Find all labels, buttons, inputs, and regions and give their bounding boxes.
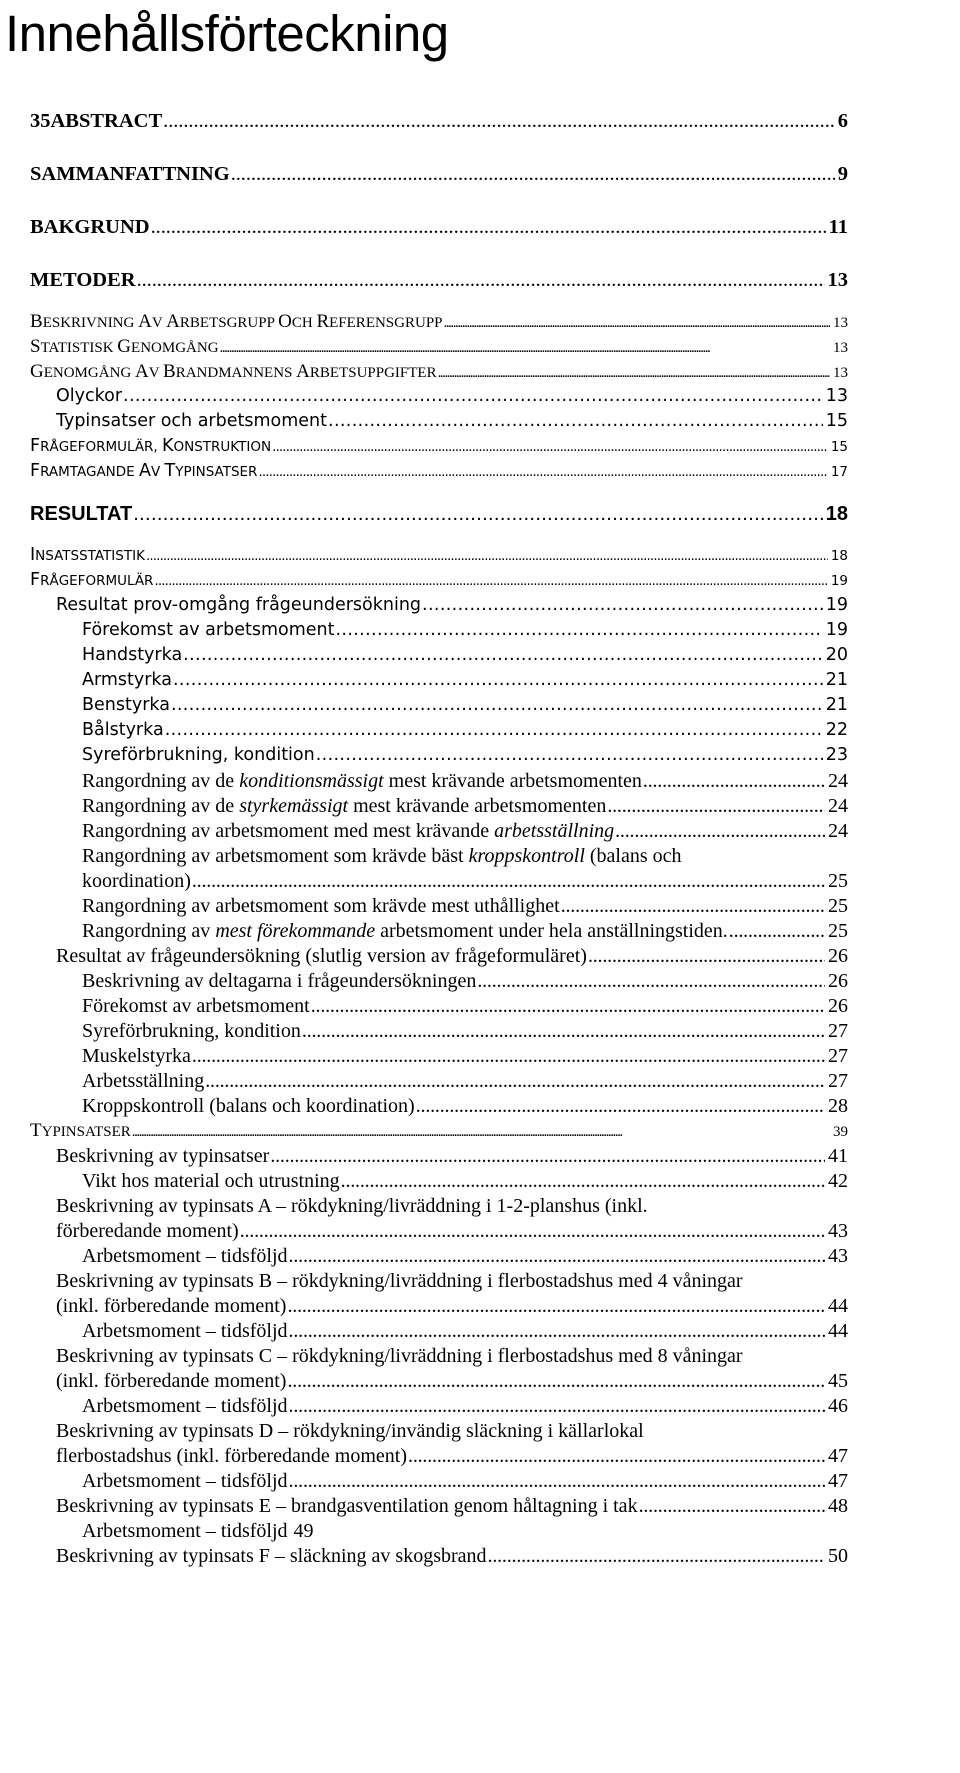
toc-dot-leader xyxy=(335,620,822,640)
toc-page-number: 19 xyxy=(825,595,848,615)
toc-dot-leader xyxy=(289,1470,825,1493)
toc-dot-leader xyxy=(289,1320,825,1343)
toc-page-number: 46 xyxy=(828,1395,848,1417)
toc-dot-leader xyxy=(729,920,825,943)
toc-entry[interactable] xyxy=(30,311,848,333)
toc-entry-title: Resultat prov-omgång frågeundersökning xyxy=(56,595,422,615)
toc-page-number: 22 xyxy=(825,720,848,740)
toc-entry-title: Arbetsmoment – tidsföljd xyxy=(82,1395,288,1417)
toc-dot-leader xyxy=(643,770,825,793)
toc-page-number: 27 xyxy=(828,1045,848,1067)
toc-entry[interactable] xyxy=(56,595,848,615)
toc-entry[interactable] xyxy=(56,945,848,968)
toc-entry-title: METODER xyxy=(30,269,136,291)
toc-entry-title: Arbetsmoment – tidsföljd xyxy=(82,1245,288,1267)
toc-entry-title: SAMMANFATTNING xyxy=(30,163,230,185)
toc-entry-wrapped-line: Beskrivning av typinsats D – rökdykning/invändig släckning i källarlokal xyxy=(56,1420,644,1442)
toc-dot-leader xyxy=(183,645,823,665)
toc-entry-title: FRÅGEFORMULÄR xyxy=(30,570,154,590)
toc-dot-leader xyxy=(561,895,825,918)
toc-dot-leader xyxy=(123,386,823,406)
toc-dot-leader xyxy=(272,439,828,455)
toc-page-number: 24 xyxy=(828,770,848,792)
toc-entry[interactable] xyxy=(82,695,848,715)
toc-entry-wrapped-line: Rangordning av arbetsmoment som krävde bäst kroppskontroll (balans och xyxy=(82,845,682,867)
toc-entry[interactable] xyxy=(56,411,848,431)
toc-entry[interactable] xyxy=(82,795,848,818)
toc-entry[interactable] xyxy=(82,1170,848,1193)
toc-page-number: 17 xyxy=(830,464,848,480)
toc-dot-leader xyxy=(132,1124,830,1141)
toc-dot-leader xyxy=(289,1395,825,1418)
toc-page-number: 15 xyxy=(825,411,848,431)
toc-page-number: 43 xyxy=(828,1220,848,1242)
toc-entry-title: Rangordning av arbetsmoment med mest krävande arbetsställning xyxy=(82,820,615,842)
toc-entry-title: Arbetsställning xyxy=(82,1070,205,1092)
toc-entry-title: RESULTAT xyxy=(30,503,133,525)
toc-entry-title: Syreförbrukning, kondition xyxy=(82,1020,301,1042)
toc-dot-leader xyxy=(137,269,825,292)
toc-page-number: 50 xyxy=(828,1545,848,1567)
toc-dot-leader xyxy=(289,1245,825,1268)
toc-entry[interactable] xyxy=(82,1045,848,1068)
toc-entry-title: koordination) xyxy=(82,870,191,892)
toc-entry-title: FRAMTAGANDE AV TYPINSATSER xyxy=(30,461,258,481)
toc-page-number: 27 xyxy=(828,1020,848,1042)
toc-page-number: 25 xyxy=(828,895,848,917)
toc-page-number: 13 xyxy=(825,386,848,406)
toc-entry[interactable] xyxy=(56,1495,848,1518)
toc-entry[interactable] xyxy=(82,870,848,893)
toc-dot-leader xyxy=(588,945,825,968)
toc-page-number: 42 xyxy=(828,1170,848,1192)
toc-entry[interactable] xyxy=(30,436,848,456)
toc-page-number: 41 xyxy=(828,1145,848,1167)
toc-entry-title: Beskrivning av typinsats E – brandgasventilation genom håltagning i tak xyxy=(56,1495,638,1517)
toc-dot-leader xyxy=(154,573,827,589)
toc-entry-title: Resultat av frågeundersökning (slutlig version av frågeformuläret) xyxy=(56,945,587,967)
toc-dot-leader xyxy=(173,670,823,690)
toc-entry-title: STATISTISK GENOMGÅNG xyxy=(30,336,219,357)
toc-page-number: 9 xyxy=(837,163,848,185)
toc-entry-title: Muskelstyrka xyxy=(82,1045,191,1067)
toc-entry-wrapped-line: Beskrivning av typinsats C – rökdykning/livräddning i flerbostadshus med 8 våningar xyxy=(56,1345,743,1367)
toc-entry-title: Typinsatser och arbetsmoment xyxy=(56,411,328,431)
toc-entry-title: BAKGRUND xyxy=(30,216,150,238)
toc-page-number: 44 xyxy=(828,1295,848,1317)
toc-dot-leader xyxy=(220,340,830,357)
toc-entry-title: Bålstyrka xyxy=(82,720,164,740)
toc-page-number: 15 xyxy=(830,439,848,455)
toc-entry-title: Beskrivning av typinsats F – släckning av skogsbrand xyxy=(56,1545,487,1567)
toc-entry-title: INSATSSTATISTIK xyxy=(30,545,145,565)
toc-entry-wrapped-line: Beskrivning av typinsats B – rökdykning/livräddning i flerbostadshus med 4 våningar xyxy=(56,1270,743,1292)
toc-dot-leader xyxy=(408,1445,825,1468)
toc-entry[interactable] xyxy=(30,361,848,383)
toc-entry[interactable] xyxy=(82,745,848,765)
toc-dot-leader xyxy=(302,1020,825,1043)
toc-entry-title: GENOMGÅNG AV BRANDMANNENS ARBETSUPPGIFTER xyxy=(30,361,437,382)
toc-entry-title: Benstyrka xyxy=(82,695,170,715)
toc-entry[interactable] xyxy=(56,1220,848,1243)
toc-entry[interactable] xyxy=(82,995,848,1018)
toc-dot-leader xyxy=(422,595,823,615)
toc-entry-title: Kroppskontroll (balans och koordination) xyxy=(82,1095,415,1117)
toc-entry[interactable] xyxy=(30,1120,848,1142)
toc-dot-leader xyxy=(258,464,827,480)
toc-page-number: 24 xyxy=(828,820,848,842)
toc-page-number: 11 xyxy=(828,216,848,238)
toc-dot-leader xyxy=(192,1045,825,1068)
toc-entry[interactable] xyxy=(30,570,848,590)
toc-dot-leader xyxy=(163,110,835,133)
toc-page-number: 26 xyxy=(828,970,848,992)
toc-entry[interactable] xyxy=(56,1445,848,1468)
toc-page-number: 28 xyxy=(828,1095,848,1117)
toc-entry[interactable] xyxy=(56,1295,848,1318)
toc-entry-title: 35ABSTRACT xyxy=(30,110,163,132)
toc-entry[interactable] xyxy=(82,1020,848,1043)
toc-entry-title: (inkl. förberedande moment) xyxy=(56,1370,287,1392)
toc-page-number: 26 xyxy=(828,945,848,967)
page-title: Innehållsförteckning xyxy=(5,5,449,62)
toc-dot-leader xyxy=(287,1295,825,1318)
toc-entry-title: Syreförbrukning, kondition xyxy=(82,745,315,765)
toc-dot-leader xyxy=(639,1495,825,1518)
toc-page-number: 19 xyxy=(830,573,848,589)
toc-dot-leader xyxy=(341,1170,825,1193)
toc-entry[interactable] xyxy=(82,620,848,640)
toc-entry-title: Rangordning av de styrkemässigt mest krävande arbetsmomenten xyxy=(82,795,607,817)
toc-entry[interactable] xyxy=(30,110,848,133)
toc-entry[interactable] xyxy=(30,503,848,526)
toc-entry[interactable] xyxy=(30,545,848,565)
toc-entry[interactable] xyxy=(30,269,848,292)
toc-dot-leader xyxy=(151,216,826,239)
toc-dot-leader xyxy=(328,411,823,431)
toc-entry-title: (inkl. förberedande moment) xyxy=(56,1295,287,1317)
toc-dot-leader xyxy=(416,1095,825,1118)
toc-entry[interactable] xyxy=(82,720,848,740)
toc-entry[interactable] xyxy=(30,461,848,481)
toc-entry-wrapped-line: Beskrivning av typinsats A – rökdykning/livräddning i 1-2-planshus (inkl. xyxy=(56,1195,648,1217)
toc-page-number: 39 xyxy=(833,1124,848,1140)
toc-dot-leader xyxy=(438,365,830,382)
toc-page-number: 21 xyxy=(825,695,848,715)
toc-page-number: 23 xyxy=(825,745,848,765)
toc-dot-leader xyxy=(205,1070,825,1093)
toc-dot-leader xyxy=(477,970,825,993)
toc-page-number: 13 xyxy=(827,269,848,291)
toc-page-number: 13 xyxy=(833,365,848,381)
toc-dot-leader xyxy=(316,745,823,765)
toc-entry[interactable] xyxy=(82,770,848,793)
toc-dot-leader xyxy=(231,163,835,186)
toc-dot-leader xyxy=(192,870,825,893)
toc-entry-title: Arbetsmoment – tidsföljd xyxy=(82,1320,288,1342)
toc-entry[interactable] xyxy=(30,163,848,186)
toc-page-number: 45 xyxy=(828,1370,848,1392)
toc-dot-leader xyxy=(287,1370,825,1393)
toc-page-number: 25 xyxy=(828,920,848,942)
toc-entry[interactable] xyxy=(82,820,848,843)
toc-entry[interactable] xyxy=(82,1395,848,1418)
toc-entry-title: TYPINSATSER xyxy=(30,1120,131,1141)
toc-entry[interactable] xyxy=(82,1520,848,1543)
toc-page-number: 47 xyxy=(828,1445,848,1467)
toc-entry-title: Vikt hos material och utrustning xyxy=(82,1170,340,1192)
toc-page-number: 47 xyxy=(828,1470,848,1492)
toc-entry-title: FRÅGEFORMULÄR, KONSTRUKTION xyxy=(30,436,272,456)
toc-dot-leader xyxy=(171,695,823,715)
toc-entry-title: Armstyrka xyxy=(82,670,172,690)
toc-page-number: 20 xyxy=(825,645,848,665)
toc-page-number: 13 xyxy=(833,315,848,331)
toc-entry-title: Arbetsmoment – tidsföljd xyxy=(82,1520,288,1542)
toc-dot-leader xyxy=(240,1220,825,1243)
toc-dot-leader xyxy=(607,795,825,818)
toc-entry[interactable] xyxy=(82,1320,848,1343)
toc-entry[interactable] xyxy=(82,670,848,690)
toc-page-number: 49 xyxy=(293,1520,314,1542)
toc-entry-title: Rangordning av de konditionsmässigt mest krävande arbetsmomenten xyxy=(82,770,642,792)
toc-entry-title: Olyckor xyxy=(56,386,123,406)
toc-dot-leader xyxy=(165,720,823,740)
toc-page-number: 25 xyxy=(828,870,848,892)
toc-entry-title: Förekomst av arbetsmoment xyxy=(82,620,335,640)
toc-dot-leader xyxy=(615,820,825,843)
toc-entry[interactable] xyxy=(82,1245,848,1268)
toc-dot-leader xyxy=(488,1545,825,1568)
toc-page-number: 13 xyxy=(833,340,848,356)
toc-page-number: 44 xyxy=(828,1320,848,1342)
toc-entry-title: Arbetsmoment – tidsföljd xyxy=(82,1470,288,1492)
toc-entry[interactable] xyxy=(82,920,848,943)
toc-dot-leader xyxy=(133,503,823,526)
toc-entry[interactable] xyxy=(82,970,848,993)
toc-entry[interactable] xyxy=(82,1470,848,1493)
toc-entry[interactable] xyxy=(82,895,848,918)
toc-entry-title: flerbostadshus (inkl. förberedande moment) xyxy=(56,1445,408,1467)
toc-entry-title: BESKRIVNING AV ARBETSGRUPP OCH REFERENSGRUPP xyxy=(30,311,443,332)
toc-dot-leader xyxy=(444,315,830,332)
toc-entry-title: Beskrivning av typinsatser xyxy=(56,1145,270,1167)
toc-entry-title: förberedande moment) xyxy=(56,1220,239,1242)
toc-entry[interactable] xyxy=(56,386,848,406)
toc-entry[interactable] xyxy=(56,1145,848,1168)
toc-entry[interactable] xyxy=(82,1070,848,1093)
toc-page-number: 21 xyxy=(825,670,848,690)
toc-page-number: 18 xyxy=(825,503,848,525)
toc-entry-title: Handstyrka xyxy=(82,645,183,665)
toc-page-number: 43 xyxy=(828,1245,848,1267)
toc-entry-title: Rangordning av arbetsmoment som krävde mest uthållighet xyxy=(82,895,560,917)
toc-page-number: 26 xyxy=(828,995,848,1017)
toc-entry[interactable] xyxy=(56,1370,848,1393)
toc-dot-leader xyxy=(146,548,828,564)
toc-page-number: 18 xyxy=(830,548,848,564)
toc-page-number: 19 xyxy=(825,620,848,640)
toc-page-number: 48 xyxy=(828,1495,848,1517)
toc-entry[interactable] xyxy=(30,336,848,358)
toc-page-number: 24 xyxy=(828,795,848,817)
toc-dot-leader xyxy=(270,1145,825,1168)
toc-entry[interactable] xyxy=(82,1095,848,1118)
toc-page-number: 27 xyxy=(828,1070,848,1092)
toc-entry[interactable] xyxy=(30,216,848,239)
toc-entry-title: Beskrivning av deltagarna i frågeundersökningen xyxy=(82,970,477,992)
toc-entry-title: Rangordning av mest förekommande arbetsmoment under hela anställningstiden. xyxy=(82,920,728,942)
toc-entry-title: Förekomst av arbetsmoment xyxy=(82,995,310,1017)
toc-entry[interactable] xyxy=(56,1545,848,1568)
toc-dot-leader xyxy=(311,995,825,1018)
toc-entry[interactable] xyxy=(82,645,848,665)
toc-page-number: 6 xyxy=(837,110,848,132)
